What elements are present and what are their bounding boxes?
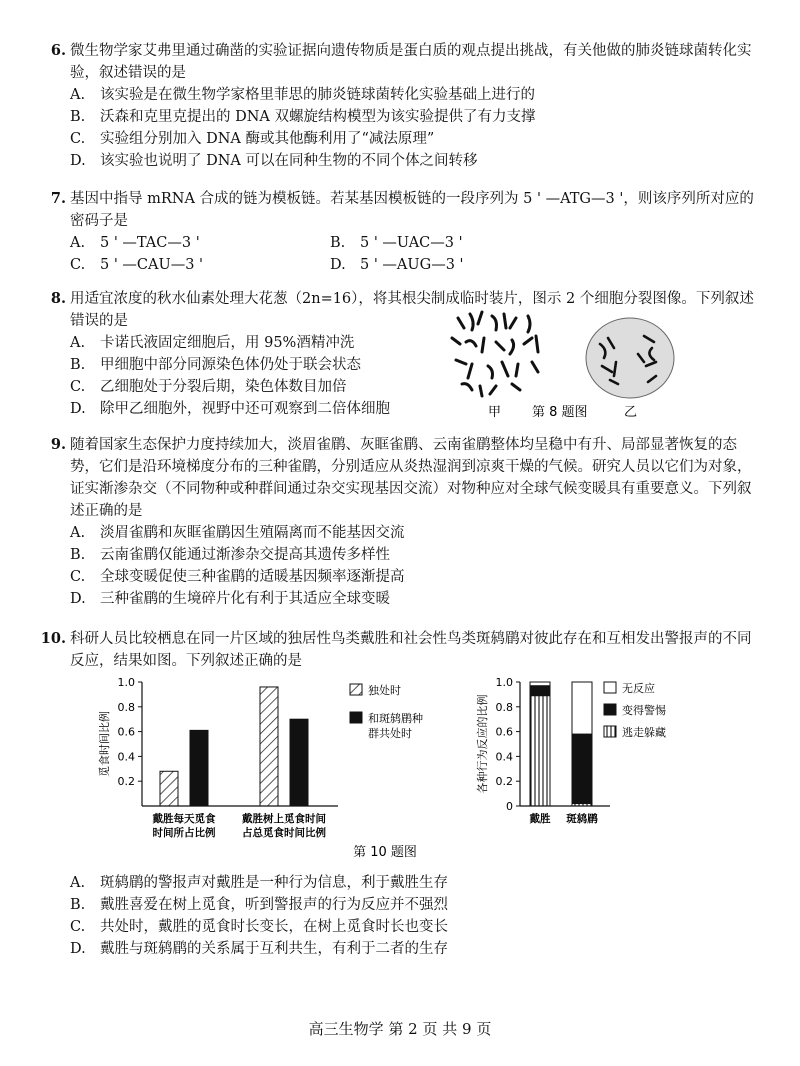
legend-swatch: [604, 704, 616, 715]
figure-8: [440, 308, 710, 423]
behavior-response-chart: [475, 676, 666, 825]
option-a: A. 淡眉雀鹛和灰眶雀鹛因生殖隔离而不能基因交流: [70, 525, 405, 541]
category-label: 戴胜树上觅食时间: [242, 813, 326, 825]
question-number: 8.: [50, 290, 66, 307]
question-number: 9.: [50, 436, 66, 453]
cell-yi: [586, 318, 674, 398]
y-tick-label: 0.4: [117, 750, 135, 764]
option-d: D. 戴胜与斑鸫鹛的关系属于互利共生，有利于二者的生存: [70, 941, 448, 957]
option-b: B. 戴胜喜爱在树上觅食，听到警报声的行为反应并不强烈: [70, 897, 448, 913]
label-yi: 乙: [624, 405, 638, 420]
question-7: [50, 188, 760, 276]
y-tick-label: 0.6: [117, 725, 135, 739]
category-label: 戴胜: [529, 813, 551, 825]
stacked-segment: [530, 696, 550, 806]
bar: [160, 771, 178, 806]
option-c: C. 全球变暖促使三种雀鹛的适暖基因频率逐渐提高: [70, 569, 405, 585]
question-stem: 科研人员比较栖息在同一片区域的独居性鸟类戴胜和社会性鸟类斑鸫鹛对彼此存在和互相发出警报声的不同反应，结果如图。下列叙述正确的是: [70, 631, 752, 669]
question-number: 10.: [40, 630, 66, 647]
stacked-segment: [530, 686, 550, 696]
question-9: [50, 434, 760, 610]
category-label: 占总觅食时间比例: [242, 827, 326, 839]
y-tick-label: 0.8: [117, 700, 135, 714]
bar: [290, 719, 308, 806]
cell-jia-chromosomes: [452, 312, 538, 396]
option-d: D. 除甲乙细胞外，视野中还可观察到二倍体细胞: [70, 401, 390, 417]
option-a: A. 卡诺氏液固定细胞后，用 95%酒精冲洗: [70, 335, 355, 351]
option-c: C. 乙细胞处于分裂后期，染色体数目加倍: [70, 379, 347, 395]
legend-label: 和斑鸫鹛种: [368, 712, 423, 725]
label-jia: 甲: [488, 405, 502, 420]
category-label: 斑鸫鹛: [566, 813, 598, 825]
option-d: D. 该实验也说明了 DNA 可以在同种生物的不同个体之间转移: [70, 153, 478, 169]
question-10-options: [70, 872, 760, 960]
stacked-segment: [572, 734, 592, 803]
stacked-segment: [530, 682, 550, 686]
legend-label: 无反应: [622, 682, 655, 695]
option-d: D. 三种雀鹛的生境碎片化有利于其适应全球变暖: [70, 591, 390, 607]
option-d: D. 5 ' —AUG—3 ': [330, 257, 464, 273]
option-a: A. 该实验是在微生物学家格里菲思的肺炎链球菌转化实验基础上进行的: [70, 87, 535, 103]
option-b: B. 云南雀鹛仅能通过渐渗杂交提高其遗传多样性: [70, 547, 390, 563]
legend-swatch: [604, 682, 616, 693]
page-footer: 高三生物学 第 2 页 共 9 页: [308, 1020, 492, 1038]
option-b: B. 甲细胞中部分同源染色体仍处于联会状态: [70, 357, 361, 373]
option-a: A. 斑鸫鹛的警报声对戴胜是一种行为信息，利于戴胜生存: [70, 875, 448, 891]
foraging-chart: [97, 676, 423, 839]
bar: [190, 730, 208, 806]
question-6: [50, 40, 760, 172]
category-label: 时间所占比例: [152, 827, 216, 839]
option-c: C. 5 ' —CAU—3 ': [70, 257, 204, 273]
question-stem: 随着国家生态保护力度持续加大，淡眉雀鹛、灰眶雀鹛、云南雀鹛整体均呈稳中有升、局部显著恢复的态势，它们是沿环境梯度分布的三种雀鹛，分别适应从炎热湿润到凉爽干燥的气候。研究人员以它们为对象，证实渐渗杂交（不同物种或种群间通过杂交实现基因交流）对物种应对全球气候变暖具有重要意义。下列叙述正确的是: [70, 437, 752, 519]
y-tick-label: 0: [506, 800, 513, 813]
stacked-segment: [572, 682, 592, 734]
figure-caption: 第 10 题图: [353, 845, 417, 860]
legend-swatch: [350, 684, 362, 695]
option-b: B. 5 ' —UAC—3 ': [330, 235, 463, 251]
legend-label: 逃走躲藏: [622, 726, 666, 739]
option-c: C. 实验组分别加入 DNA 酶或其他酶利用了“减法原理”: [70, 131, 435, 147]
y-tick-label: 0.8: [495, 700, 513, 714]
legend-swatch: [604, 726, 616, 737]
question-stem: 基因中指导 mRNA 合成的链为模板链。若某基因模板链的一段序列为 5 ' —ATG—3 '，则该序列所对应的密码子是: [70, 191, 754, 229]
legend-swatch: [350, 712, 362, 723]
question-number: 7.: [50, 190, 66, 207]
question-number: 6.: [50, 42, 66, 59]
question-stem: 用适宜浓度的秋水仙素处理大花葱（2n=16），将其根尖制成临时装片，图示 2 个细胞分裂图像。下列叙述错误的是: [70, 291, 754, 329]
y-tick-label: 0.6: [495, 725, 513, 739]
y-axis-label: 各种行为反应的比例: [476, 694, 489, 794]
y-axis-label: 觅食时间比例: [98, 711, 111, 777]
question-stem: 微生物学家艾弗里通过确凿的实验证据向遗传物质是蛋白质的观点提出挑战，有关他做的肺炎链球菌转化实验，叙述错误的是: [70, 43, 752, 81]
y-tick-label: 1.0: [117, 676, 135, 689]
y-tick-label: 0.2: [495, 775, 513, 789]
option-c: C. 共处时，戴胜的觅食时长变长，在树上觅食时长也变长: [70, 919, 448, 935]
legend-label: 群共处时: [368, 727, 412, 740]
y-tick-label: 1.0: [495, 676, 513, 689]
option-a: A. 5 ' —TAC—3 ': [70, 235, 200, 251]
y-tick-label: 0.2: [117, 775, 135, 789]
question-10: [40, 628, 760, 672]
legend-label: 变得警惕: [622, 704, 666, 717]
bar: [260, 687, 278, 806]
figure-10: [90, 676, 666, 862]
y-tick-label: 0.4: [495, 750, 513, 764]
figure-caption: 第 8 题图: [532, 405, 588, 420]
category-label: 戴胜每天觅食: [152, 813, 216, 825]
legend-label: 独处时: [368, 684, 401, 697]
option-b: B. 沃森和克里克提出的 DNA 双螺旋结构模型为该实验提供了有力支撑: [70, 109, 536, 125]
